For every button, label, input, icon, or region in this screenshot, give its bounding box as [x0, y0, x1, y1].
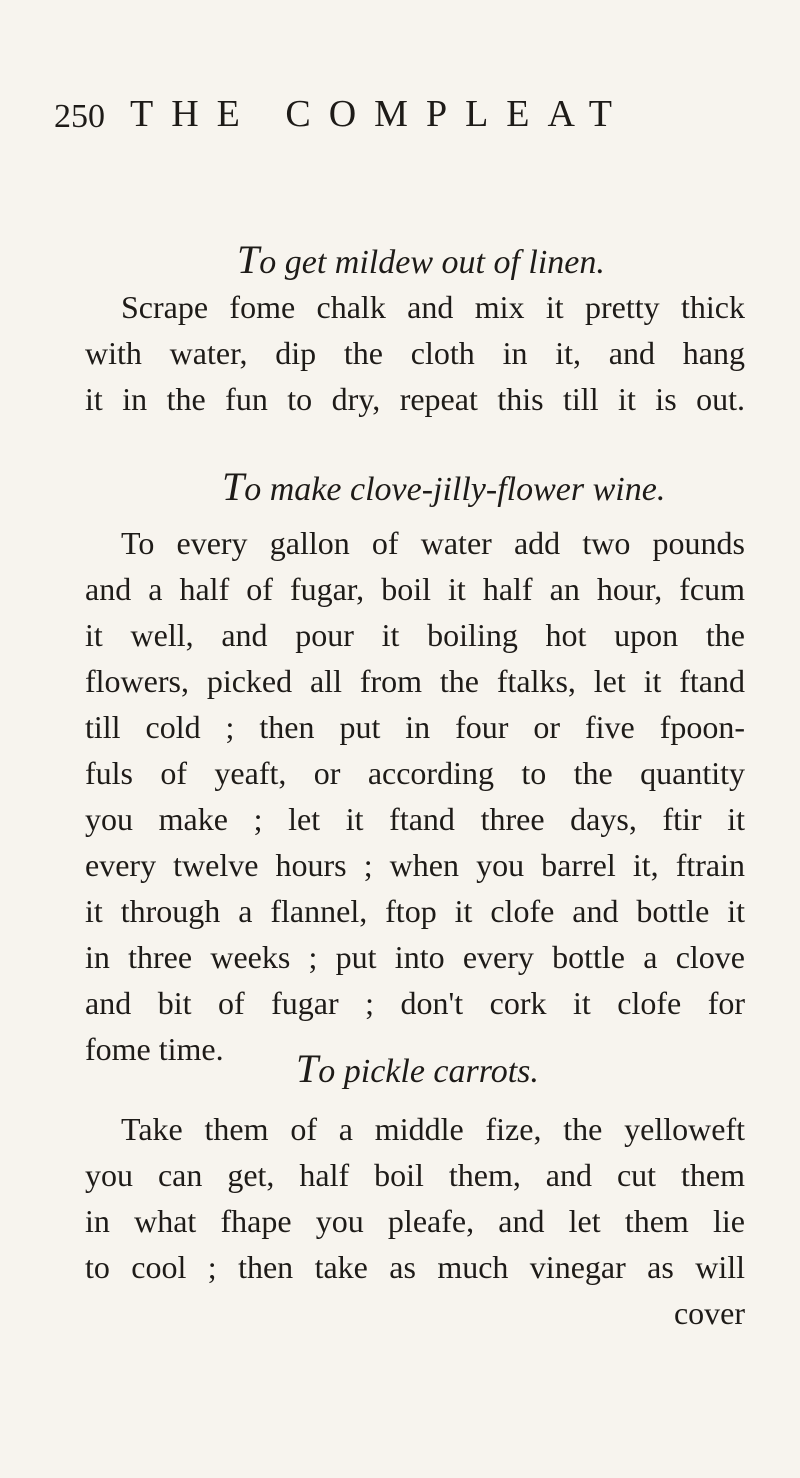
text-line: every twelve hours ; when you barrel it, ftrain	[85, 847, 745, 883]
text-line: Take them of a middle fize, the yelloweft	[121, 1111, 745, 1147]
section-body-clove-wine	[85, 520, 745, 1072]
text-line: it through a flannel, ftop it clofe and bottle it	[85, 893, 745, 929]
text-line: in three weeks ; put into every bottle a clove	[85, 939, 745, 975]
text-line: Scrape fome chalk and mix it pretty thick	[121, 289, 745, 325]
text-line: it in the fun to dry, repeat this till it is out.	[85, 381, 745, 417]
text-line: you make ; let it ftand three days, ftir it	[85, 801, 745, 837]
text-line: it well, and pour it boiling hot upon the	[85, 617, 745, 653]
text-line: you can get, half boil them, and cut them	[85, 1157, 745, 1193]
text-line: with water, dip the cloth in it, and hang	[85, 335, 745, 371]
text-line: to cool ; then take as much vinegar as will	[85, 1249, 745, 1285]
running-head	[54, 92, 754, 142]
running-title: THE COMPLEAT	[130, 93, 630, 135]
page-number: 250	[54, 98, 105, 135]
text-line: fuls of yeaft, or according to the quantity	[85, 755, 745, 791]
section-heading-pickle-carrots: To pickle carrots.	[296, 1046, 539, 1091]
text-line: till cold ; then put in four or five fpoon-	[85, 709, 745, 745]
text-line: and bit of fugar ; don't cork it clofe for	[85, 985, 745, 1021]
text-line: To every gallon of water add two pounds	[121, 525, 745, 561]
text-line: and a half of fugar, boil it half an hour, fcum	[85, 571, 745, 607]
catchword: cover	[673, 1295, 745, 1331]
section-heading-clove-wine: To make clove-jilly-flower wine.	[222, 464, 666, 509]
text-line: flowers, picked all from the ftalks, let it ftand	[85, 663, 745, 699]
section-heading-mildew: To get mildew out of linen.	[237, 237, 605, 282]
text-line: in what fhape you pleafe, and let them lie	[85, 1203, 745, 1239]
section-body-pickle-carrots	[85, 1106, 745, 1336]
text-line: fome time.	[85, 1031, 224, 1067]
section-body-mildew	[85, 284, 745, 422]
